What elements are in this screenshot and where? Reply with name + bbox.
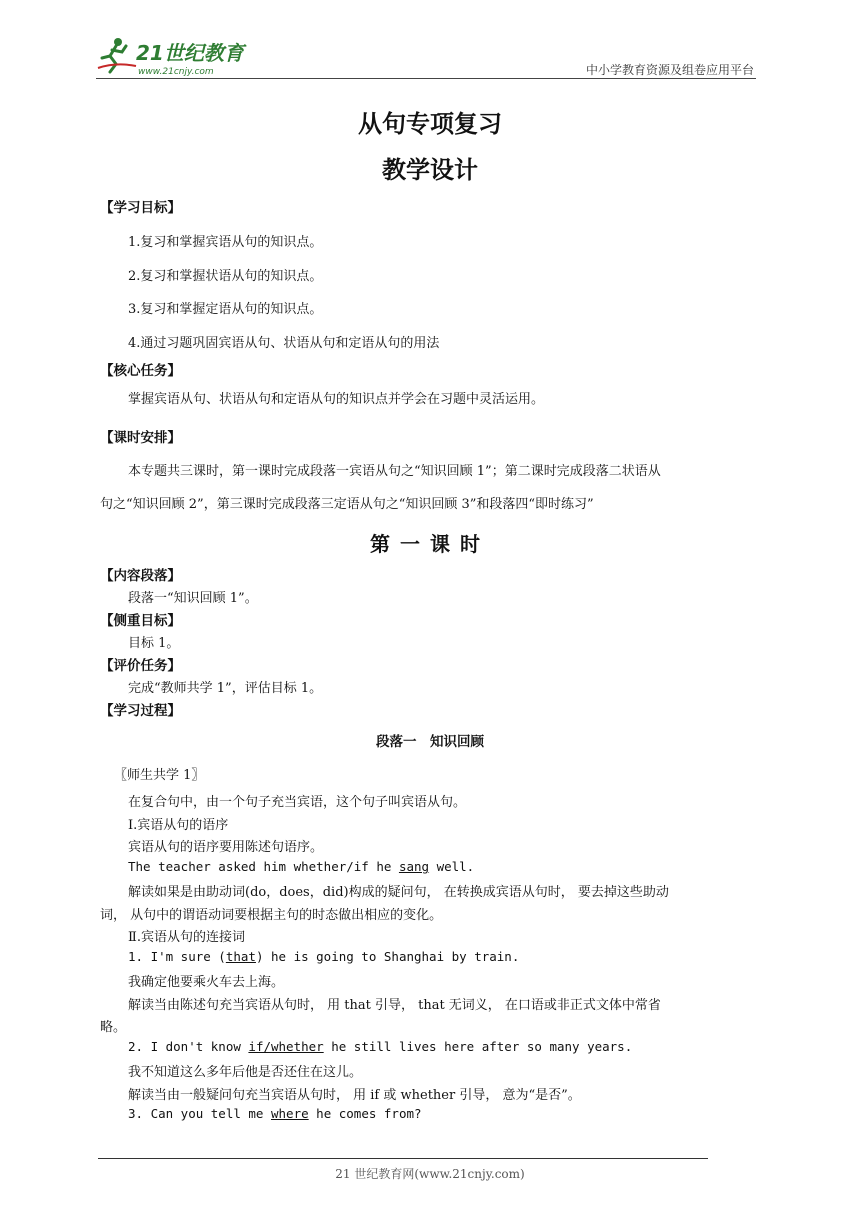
rule-text: 宾语从句的语序要用陈述句语序。 xyxy=(128,840,324,855)
eval-text: 完成“教师共学 1”，评估目标 1。 xyxy=(128,681,323,696)
header-platform-text: 中小学教育资源及组卷应用平台 xyxy=(585,63,754,77)
page-title: 从句专项复习 xyxy=(358,110,502,138)
note-text: 词， 从句中的谓语动词要根据主句的时态做出相应的变化。 xyxy=(100,908,443,923)
footer-divider xyxy=(98,1158,708,1159)
example-sentence: 2. I don't know if/whether he still lives here after so many years. xyxy=(128,1039,633,1054)
translation-text: 我不知道这么多年后他是否还住在这儿。 xyxy=(128,1065,363,1080)
example-sentence: 3. Can you tell me where he comes from? xyxy=(128,1106,422,1121)
eval-heading: 【评价任务】 xyxy=(100,658,181,674)
example-sentence: 1. I'm sure (that) he is going to Shanghai by train. xyxy=(128,949,520,964)
page-subtitle: 教学设计 xyxy=(382,156,478,184)
goal-item: 4.通过习题巩固宾语从句、状语从句和定语从句的用法 xyxy=(128,336,440,351)
content-text: 段落一“知识回顾 1”。 xyxy=(128,591,258,606)
note-text: 解读当由一般疑问句充当宾语从句时， 用 if 或 whether 引导， 意为“是否”。 xyxy=(128,1088,581,1103)
lesson-heading: 第一课时 xyxy=(370,532,490,556)
goal-item: 3.复习和掌握定语从句的知识点。 xyxy=(128,302,323,317)
footer-text: 21 世纪教育网(www.21cnjy.com) xyxy=(335,1167,525,1181)
focus-text: 目标 1。 xyxy=(128,636,180,651)
goal-item: 2.复习和掌握状语从句的知识点。 xyxy=(128,269,323,284)
schedule-line: 句之“知识回顾 2”，第三课时完成段落三定语从句之“知识回顾 3”和段落四“即时练习” xyxy=(100,497,594,512)
paragraph-heading: 段落一 知识回顾 xyxy=(376,734,484,750)
schedule-line: 本专题共三课时，第一课时完成段落一宾语从句之“知识回顾 1”；第二课时完成段落二状语从 xyxy=(128,464,661,479)
content-heading: 【内容段落】 xyxy=(100,568,181,584)
goal-item: 1.复习和掌握宾语从句的知识点。 xyxy=(128,235,323,250)
core-text: 掌握宾语从句、状语从句和定语从句的知识点并学会在习题中灵活运用。 xyxy=(128,392,545,407)
schedule-heading: 【课时安排】 xyxy=(100,430,181,446)
translation-text: 我确定他要乘火车去上海。 xyxy=(128,975,285,990)
runner-icon xyxy=(98,38,136,72)
site-logo xyxy=(96,36,276,78)
section-title: Ⅰ.宾语从句的语序 xyxy=(128,818,229,833)
intro-text: 在复合句中，由一个句子充当宾语，这个句子叫宾语从句。 xyxy=(128,795,467,810)
example-sentence: The teacher asked him whether/if he sang well. xyxy=(128,859,475,874)
section-title: Ⅱ.宾语从句的连接词 xyxy=(128,930,245,945)
bracket-label: 〖师生共学 1〗 xyxy=(114,768,205,783)
header-divider xyxy=(96,78,756,79)
note-text: 解读如果是由助动词(do，does，did)构成的疑问句， 在转换成宾语从句时， 要去掉这些助动 xyxy=(128,885,669,900)
process-heading: 【学习过程】 xyxy=(100,703,181,719)
core-heading: 【核心任务】 xyxy=(100,363,181,379)
goals-heading: 【学习目标】 xyxy=(100,200,181,216)
logo-url: www.21cnjy.com xyxy=(138,67,214,77)
logo-text: 21世纪教育 xyxy=(136,41,244,65)
note-text: 解读当由陈述句充当宾语从句时， 用 that 引导， that 无词义， 在口语或非正式文体中常省 xyxy=(128,998,661,1013)
note-text: 略。 xyxy=(100,1020,127,1035)
focus-heading: 【侧重目标】 xyxy=(100,613,181,629)
